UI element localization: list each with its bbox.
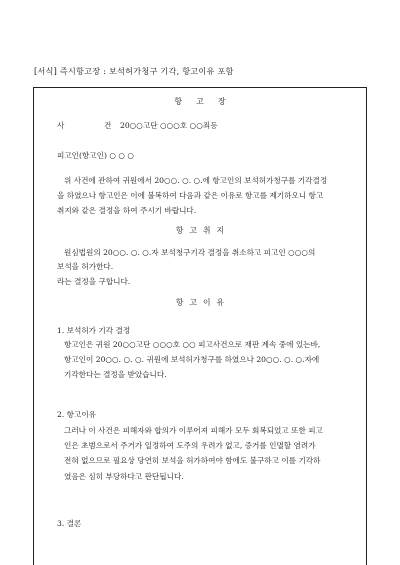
section-3-title: 3. 결론 [57,519,82,528]
case-label: 사 [57,121,65,130]
section-1-title: 1. 보석허가 기각 결정 [57,326,131,335]
document-caption: [서식] 즉시항고장 : 보석허가청구 기각, 항고이유 포함 [34,66,234,76]
purpose-line: 보석을 허가한다. [57,262,114,271]
case-number: 20○○고단 ○○○호 ○○죄등 [120,121,218,130]
section-2-title: 2. 항고이유 [57,410,97,419]
reason-heading: 항고이유 [175,298,231,307]
intro-line: 을 하였으나 항고인은 이에 불복하여 다음과 같은 이유로 항고를 제기하오니 항고 [57,191,324,200]
section-1-line: 기각한다는 결정을 받았습니다. [64,370,167,379]
section-2-line: 그러나 이 사건은 피해자와 합의가 이루어져 피해가 모두 회복되었고 또한 피고 [64,426,323,435]
section-1-line: 항고인이 20○○. ○. ○. 귀원에 보석허가청구를 하였으나 20○○. ○. ○.자에 [64,355,320,364]
appellant-line: 피고인(항고인) ○ ○ ○ [57,151,135,160]
case-label-2: 건 [104,121,112,130]
document-title: 항고장 [174,97,240,106]
section-2-line: 였음은 심히 부당하다고 판단됩니다. [64,472,184,481]
purpose-line: 원심법원의 20○○. ○. ○.자 보석청구기각 결정을 취소하고 피고인 ○○○의 [64,248,316,257]
purpose-line: 라는 결정을 구합니다. [57,277,131,286]
intro-line: 위 사건에 관하여 귀원에서 20○○. ○. ○.에 항고인의 보석허가청구를 기각결정 [64,176,328,185]
section-1-line: 항고인은 귀원 20○○고단 ○○○호 ○○ 피고사건으로 재판 계속 중에 있는바, [64,340,321,349]
section-2-line: 인은 초범으로서 주거가 일정하여 도주의 우려가 없고, 증거를 인멸할 염려가 [64,441,316,450]
section-2-line: 전혀 없으므로 필요상 당연히 보석을 허가하여야 함에도 불구하고 이를 기각하 [64,456,321,465]
document-frame [33,87,367,565]
intro-line: 취지와 같은 결정을 하여 주시기 바랍니다. [57,206,197,215]
purpose-heading: 항고취지 [175,226,231,235]
